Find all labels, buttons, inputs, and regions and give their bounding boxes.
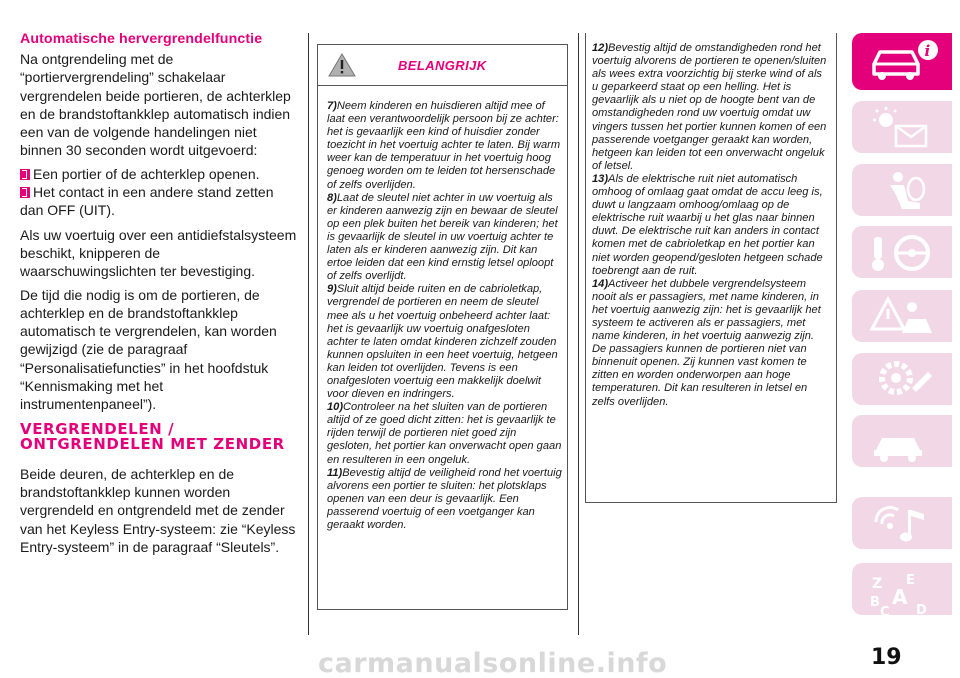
notice-item <box>327 283 562 401</box>
section-heading-transmitter: VERGRENDELEN / ONTGRENDELEN MET ZENDER <box>20 419 285 454</box>
warning-lights-icon <box>868 106 938 150</box>
svg-text:E: E <box>906 573 915 588</box>
notice-header <box>318 45 567 86</box>
svg-text:D: D <box>916 603 927 618</box>
notice-item-number: 9) <box>327 283 337 296</box>
watermark: carmanualsonline.info <box>318 648 668 678</box>
bullet-item: Het contact in een andere stand zetten dan OFF (UIT). <box>20 184 274 219</box>
svg-text:B: B <box>870 595 880 610</box>
paragraph-transmitter: Beide deuren, de achterklep en de brandstoftankklep kunnen worden vergrendeld en ontgrendeld met de zender van het Keyless Entry-systeem: zie “Keyless Entry-systeem” in de paragraaf “Sleutels”. <box>20 465 296 555</box>
tab-index[interactable] <box>852 563 952 618</box>
notice-item <box>327 467 562 532</box>
svg-text:C: C <box>880 605 890 618</box>
paragraph-antitheft: Als uw voertuig over een antidiefstalsysteem beschikt, knipperen de waarschuwingslichten ter bevestiging. <box>20 226 297 280</box>
notice-body <box>318 86 567 532</box>
notice-item <box>327 401 562 466</box>
column-divider <box>308 33 309 635</box>
notice-item-number: 8) <box>327 191 337 204</box>
car-info-icon <box>868 38 948 86</box>
notice-item-text: Laat de sleutel niet achter in uw voertuig als er kinderen aanwezig zijn en bewaar de sleutel op een plek buiten het bereik van kinderen; het is gevaarlijk de sleutel in uw voertuig achter te laten als er kinderen aanwezig zijn. Dit kan ertoe leiden dat een kind ernstig letsel oploopt of zelfs overlijdt. <box>327 191 558 283</box>
important-notice-box <box>317 44 568 610</box>
tab-maintenance[interactable] <box>852 353 952 405</box>
notice-continuation <box>592 42 830 409</box>
svg-text:Z: Z <box>872 576 883 592</box>
notice-item <box>327 192 562 284</box>
paragraph-relock-intro: Na ontgrendeling met de “portiervergrendeling” schakelaar vergrendelen beide portieren, de achterklep en de brandstoftankklep automatisch indien een van de volgende handelingen niet binnen 30 seconden wordt uitgevoerd: <box>20 51 291 159</box>
notice-title: BELANGRIJK <box>398 58 487 73</box>
notice-item-text: Bevestig altijd de veiligheid rond het voertuig alvorens een portier te sluiten: het plotsklaps openen van een deur is gevaarlijk. Een passerend voertuig of een voetganger kan geraakt worden. <box>327 466 562 531</box>
tab-emergency[interactable] <box>852 290 952 342</box>
notice-item-text: Controleer na het sluiten van de portieren altijd of ze goed dicht zitten: het is gevaarlijk te rijden terwijl de portieren niet goed zijn gesloten, het portier kan onverwacht open gaan en resulteren in een ongeluk. <box>327 401 562 466</box>
service-gear-icon <box>868 358 938 402</box>
notice-item-number: 7) <box>327 100 337 112</box>
page-number: 19 <box>871 645 902 670</box>
notice-item-number: 13) <box>592 172 609 185</box>
subheading-auto-relock: Automatische hervergrendelfunctie <box>20 31 263 47</box>
notice-item-text: Bevestig altijd de omstandigheden rond het voertuig alvorens de portieren te openen/sluiten als wees extra voorzichtig bij sterke wind of als u geparkeerd staat op een helling. Het is gevaarlijk als u niet op de hoogte bent van de omstandigheden rond uw voertuig omdat uw vingers tussen het portier kunnen komen of een passerende voetganger geraakt kan worden, hetgeen kan leiden tot een onverwacht ongeluk of letsel. <box>592 42 827 172</box>
notice-item-text: Als de elektrische ruit niet automatisch omhoog of omlaag gaat omdat de accu leeg is, duwt u langzaam omhoog/omlaag op de elektrische ruit waarbij u het glas naar binnen duwt. De elektrische ruit kan anders in contact komen met de cabrioletkap en het portier kan niet worden geopend/gesloten hetgeen schade toebrengt aan de ruit. <box>592 172 823 277</box>
bullet-item: Een portier of de achterklep openen. <box>20 165 298 183</box>
warning-triangle-car-icon <box>868 295 938 339</box>
warning-triangle-icon <box>328 52 356 77</box>
seat-safety-icon <box>868 169 938 213</box>
notice-item-text: Sluit altijd beide ruiten en de cabrioletkap, vergrendel de portieren en neem de sleutel mee als u het voertuig onbeheerd achter laat: het is gevaarlijk uw voertuig onafgesloten achter te laten omdat kinderen zichzelf zouden kunnen opsluiten in een heet voertuig, hetgeen kan leiden tot overlijden. Tevens is een onafgesloten voertuig een makkelijk doelwit voor dieven en indringers. <box>327 283 558 401</box>
tab-technical-data[interactable] <box>852 415 952 467</box>
notice-item-text: Neem kinderen en huisdieren altijd mee of laat een verantwoordelijk persoon bij ze achter: het is gevaarlijk een kind of huisdier zonder toezicht in het voertuig achter te laten. Bij warm weer kan de temperatuur in het voertuig hoog genoeg worden om te leiden tot hersenschade of zelfs overlijden. <box>327 100 561 191</box>
notice-item-number: 11) <box>327 466 343 479</box>
notice-item-number: 10) <box>327 401 344 414</box>
tab-warning-lights[interactable] <box>852 101 952 153</box>
car-specs-icon <box>868 420 938 464</box>
tab-safety[interactable] <box>852 164 952 216</box>
column-divider <box>578 33 579 635</box>
notice-item <box>327 100 562 192</box>
notice-item <box>592 278 830 409</box>
svg-text:A: A <box>892 585 908 609</box>
notice-item <box>592 42 830 173</box>
main-text-column <box>20 30 298 561</box>
bullet-check-icon <box>20 187 30 198</box>
notice-item-number: 14) <box>592 277 609 290</box>
tab-multimedia[interactable] <box>852 497 952 549</box>
paragraph-relock-time: De tijd die nodig is om de portieren, de achterklep en de brandstoftankklep automatisch te vergrendelen, kan worden gewijzigd (zie de paragraaf “Personalisatiefuncties” in het hoofdstuk “Kennismaking met het instrumentenpaneel”). <box>20 286 277 413</box>
key-steering-icon <box>868 231 938 275</box>
multimedia-icon <box>868 502 938 552</box>
notice-item-text: Activeer het dubbele vergrendelsysteem nooit als er passagiers, met name kinderen, in het voertuig aanwezig zijn: het is gevaarlijk het systeem te activeren als er passagiers, met name kinderen, in het voertuig aanwezig zijn. De passagiers kunnen de portieren niet van binnenuit openen. Zij kunnen vast komen te zitten en worden onderworpen aan hoge temperaturen. Dit kan resulteren in letsel en zelfs overlijden. <box>592 277 821 408</box>
notice-item <box>592 173 830 278</box>
bullet-check-icon <box>20 169 30 180</box>
notice-item-number: 12) <box>592 42 609 54</box>
svg-text:i: i <box>924 42 931 60</box>
index-letters-icon <box>868 568 938 618</box>
tab-knowing-your-car[interactable] <box>852 33 952 90</box>
tab-starting-driving[interactable] <box>852 226 952 278</box>
